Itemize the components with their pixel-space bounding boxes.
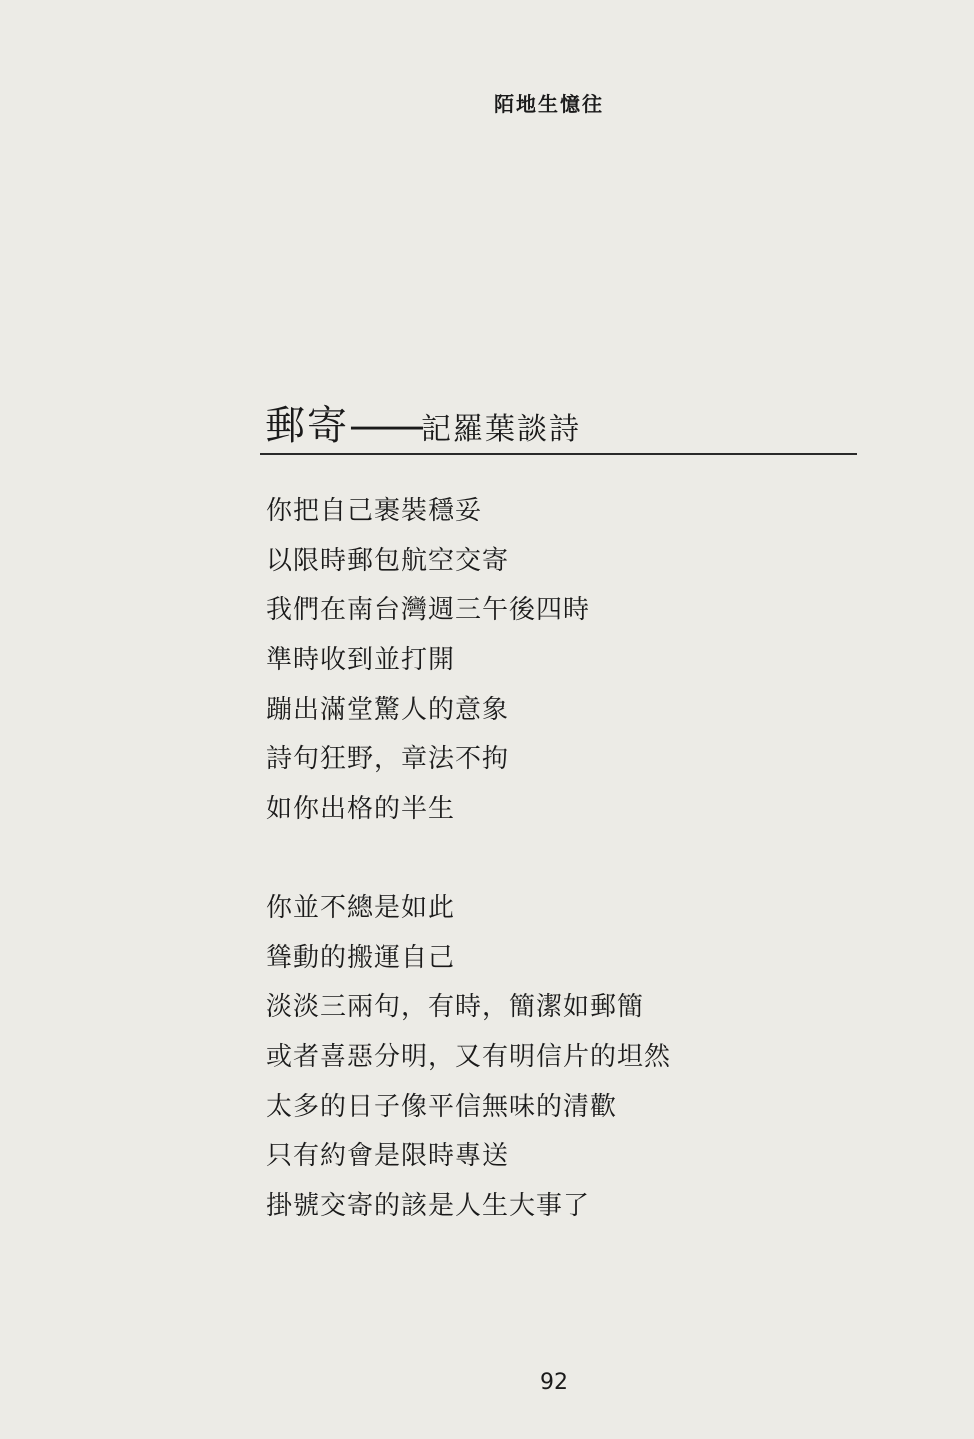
poem-line: 或者喜惡分明，又有明信片的坦然: [266, 1042, 672, 1073]
poem-line: 太多的日子像平信無味的清歡: [266, 1091, 618, 1122]
poem-line: 蹦出滿堂驚人的意象: [266, 694, 510, 725]
poem-line: 以限時郵包航空交寄: [266, 545, 510, 576]
title-rule: [260, 453, 857, 455]
poem-line: 淡淡三兩句，有時，簡潔如郵簡: [266, 992, 645, 1023]
page-number: 92: [540, 1370, 568, 1395]
stanza-2: [266, 893, 671, 1241]
poem-line: 詩句狂野，章法不拘: [266, 744, 510, 775]
poem-title-dash: ——: [349, 403, 421, 449]
poem-line: 我們在南台灣週三午後四時: [266, 595, 591, 626]
poem-line: 聳動的搬運自己: [266, 942, 456, 973]
poem-line: 只有約會是限時專送: [266, 1141, 510, 1172]
poem-line: 準時收到並打開: [266, 645, 456, 676]
poem-line: 你把自己裹裝穩妥: [266, 496, 483, 526]
running-head: 陌地生憶往: [494, 92, 604, 116]
poem-line: 掛號交寄的該是人生大事了: [266, 1191, 591, 1222]
stanza-1: [266, 496, 590, 844]
poem-line: 你並不總是如此: [266, 893, 456, 923]
poem-title-subtitle: 記羅葉談詩: [421, 412, 581, 447]
poem-title: [265, 394, 581, 451]
poem-line: 如你出格的半生: [266, 794, 456, 825]
poem-title-main: 郵寄: [265, 403, 349, 449]
